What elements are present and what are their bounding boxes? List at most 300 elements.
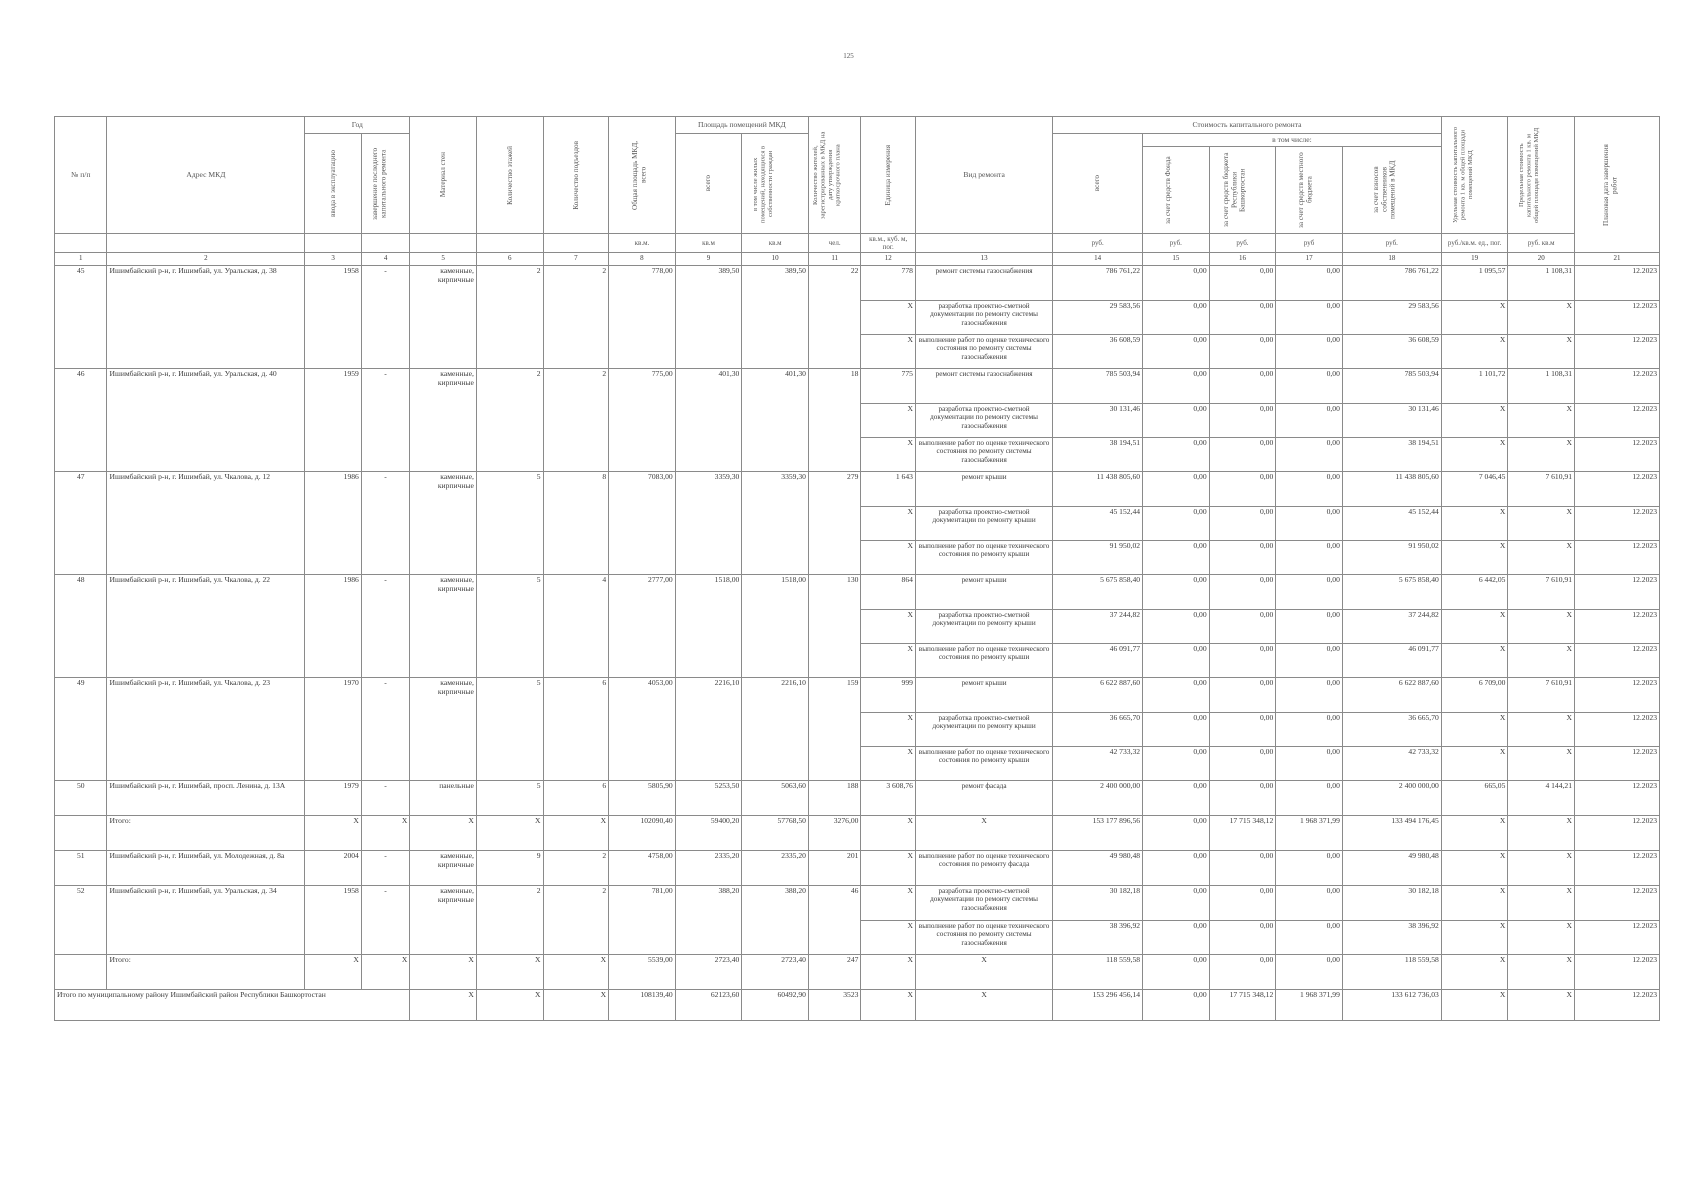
- residents-count: 18: [808, 369, 860, 472]
- column-number: 8: [609, 253, 676, 266]
- cost-local: 0,00: [1276, 472, 1343, 507]
- cost-total: 46 091,77: [1053, 644, 1143, 678]
- subtotal-cell: 1 968 371,99: [1276, 816, 1343, 851]
- work-type: ремонт системы газоснабжения: [915, 369, 1052, 404]
- work-quantity: 1 643: [861, 472, 916, 507]
- header-total-area: Общая площадь МКД, всего: [609, 117, 676, 234]
- column-number: 16: [1209, 253, 1276, 266]
- wall-material: каменные, кирпичные: [410, 886, 477, 955]
- cost-fund: 0,00: [1143, 369, 1210, 404]
- unit-cost: 7 046,45: [1441, 472, 1508, 507]
- cost-fund: 0,00: [1143, 541, 1210, 575]
- subtotal-cell: X: [1441, 955, 1508, 990]
- grand-total-cell: 0,00: [1143, 990, 1210, 1021]
- cost-total: 38 194,51: [1053, 438, 1143, 472]
- deadline: 12.2023: [1575, 921, 1660, 955]
- grand-total-cell: 12.2023: [1575, 990, 1660, 1021]
- cost-republic: 0,00: [1209, 335, 1276, 369]
- building-row: [55, 266, 1660, 301]
- max-cost: 1 108,31: [1508, 369, 1575, 404]
- cost-fund: 0,00: [1143, 747, 1210, 781]
- cost-local: 0,00: [1276, 301, 1343, 335]
- building-address: Ишимбайский р-н, г. Ишимбай, ул. Молодежная, д. 8а: [107, 851, 305, 886]
- max-cost: X: [1508, 921, 1575, 955]
- header-local: за счет средств местного бюджета: [1276, 147, 1343, 234]
- max-cost: X: [1508, 713, 1575, 747]
- work-quantity: X: [861, 438, 916, 472]
- entrances-count: 6: [543, 781, 609, 816]
- premises-area: 2335,20: [675, 851, 742, 886]
- building-number: 48: [55, 575, 107, 678]
- premises-area: 5253,50: [675, 781, 742, 816]
- cost-owners: 36 665,70: [1342, 713, 1441, 747]
- subtotal-cell: 2723,40: [742, 955, 809, 990]
- wall-material: каменные, кирпичные: [410, 472, 477, 575]
- cost-owners: 49 980,48: [1342, 851, 1441, 886]
- subtotal-cell: X: [410, 955, 477, 990]
- column-number: 21: [1575, 253, 1660, 266]
- max-cost: 1 108,31: [1508, 266, 1575, 301]
- floors-count: 5: [476, 472, 543, 575]
- building-address: Ишимбайский р-н, г. Ишимбай, ул. Чкалова, д. 22: [107, 575, 305, 678]
- unit-cost: X: [1441, 921, 1508, 955]
- cost-fund: 0,00: [1143, 678, 1210, 713]
- cost-owners: 785 503,94: [1342, 369, 1441, 404]
- subtotal-cell: 0,00: [1276, 955, 1343, 990]
- max-cost: X: [1508, 507, 1575, 541]
- subtotal-cell: X: [305, 955, 362, 990]
- header-floors: Количество этажей: [476, 117, 543, 234]
- unit-cost: X: [1441, 438, 1508, 472]
- header-year-commissioning: ввода в эксплуатацию: [305, 134, 362, 234]
- cost-local: 0,00: [1276, 886, 1343, 921]
- work-type: разработка проектно-сметной документации по ремонту системы газоснабжения: [915, 301, 1052, 335]
- deadline: 12.2023: [1575, 472, 1660, 507]
- work-type: выполнение работ по оценке технического состояния по ремонту крыши: [915, 747, 1052, 781]
- cost-fund: 0,00: [1143, 438, 1210, 472]
- header-cost-total: всего: [1053, 134, 1143, 234]
- building-number: 45: [55, 266, 107, 369]
- column-numbers-row: [55, 253, 1660, 266]
- work-type: ремонт фасада: [915, 781, 1052, 816]
- building-address: Ишимбайский р-н, г. Ишимбай, ул. Чкалова, д. 23: [107, 678, 305, 781]
- column-number: 12: [861, 253, 916, 266]
- subtotal-label: Итого:: [107, 816, 305, 851]
- year-last-repair: -: [361, 781, 409, 816]
- capital-repair-plan-table: [54, 116, 1660, 1021]
- cost-owners: 11 438 805,60: [1342, 472, 1441, 507]
- cost-owners: 36 608,59: [1342, 335, 1441, 369]
- unit-cost: X: [1441, 644, 1508, 678]
- unit-cost: X: [1441, 610, 1508, 644]
- subtotal-cell: 0,00: [1143, 816, 1210, 851]
- premises-area: 401,30: [675, 369, 742, 472]
- subtotal-cell: 0,00: [1209, 955, 1276, 990]
- subtotal-cell: X: [305, 816, 362, 851]
- header-max-cost: Предельная стоимость капитального ремонта 1 кв. м общей площади помещений МКД: [1508, 117, 1575, 234]
- subtotal-cell: 5539,00: [609, 955, 676, 990]
- work-quantity: X: [861, 921, 916, 955]
- cost-total: 36 665,70: [1053, 713, 1143, 747]
- entrances-count: 2: [543, 369, 609, 472]
- max-cost: X: [1508, 851, 1575, 886]
- premises-area: 389,50: [675, 266, 742, 369]
- subtotal-cell: X: [1508, 955, 1575, 990]
- cost-fund: 0,00: [1143, 713, 1210, 747]
- deadline: 12.2023: [1575, 541, 1660, 575]
- work-quantity: 999: [861, 678, 916, 713]
- total-area: 7083,00: [609, 472, 676, 575]
- grand-total-cell: 62123,60: [675, 990, 742, 1021]
- unit-cost: X: [1441, 404, 1508, 438]
- subtotal-cell: 118 559,58: [1053, 955, 1143, 990]
- building-address: Ишимбайский р-н, г. Ишимбай, ул. Чкалова, д. 12: [107, 472, 305, 575]
- building-row: [55, 851, 1660, 886]
- subtotal-cell: 2723,40: [675, 955, 742, 990]
- deadline: 12.2023: [1575, 438, 1660, 472]
- grand-total-cell: 1 968 371,99: [1276, 990, 1343, 1021]
- unit-cost: 6 709,00: [1441, 678, 1508, 713]
- subtotal-cell: 17 715 348,12: [1209, 816, 1276, 851]
- cost-local: 0,00: [1276, 404, 1343, 438]
- cost-total: 38 396,92: [1053, 921, 1143, 955]
- work-quantity: X: [861, 404, 916, 438]
- work-type: разработка проектно-сметной документации по ремонту крыши: [915, 610, 1052, 644]
- work-type: разработка проектно-сметной документации по ремонту крыши: [915, 507, 1052, 541]
- subtotal-cell: X: [1441, 816, 1508, 851]
- cost-republic: 0,00: [1209, 541, 1276, 575]
- cost-total: 36 608,59: [1053, 335, 1143, 369]
- page-number: 125: [843, 52, 854, 60]
- max-cost: 7 610,91: [1508, 678, 1575, 713]
- work-type: ремонт системы газоснабжения: [915, 266, 1052, 301]
- column-number: 2: [107, 253, 305, 266]
- max-cost: X: [1508, 404, 1575, 438]
- cost-owners: 42 733,32: [1342, 747, 1441, 781]
- building-number: 47: [55, 472, 107, 575]
- cost-owners: 30 182,18: [1342, 886, 1441, 921]
- deadline: 12.2023: [1575, 781, 1660, 816]
- max-cost: X: [1508, 610, 1575, 644]
- work-type: выполнение работ по оценке технического состояния по ремонту крыши: [915, 644, 1052, 678]
- cost-owners: 37 244,82: [1342, 610, 1441, 644]
- subtotal-cell: 59400,20: [675, 816, 742, 851]
- cost-local: 0,00: [1276, 610, 1343, 644]
- grand-total-cell: X: [1441, 990, 1508, 1021]
- subtotal-cell: X: [915, 816, 1052, 851]
- grand-total-cell: X: [861, 990, 916, 1021]
- cost-republic: 0,00: [1209, 747, 1276, 781]
- cost-local: 0,00: [1276, 575, 1343, 610]
- column-number: 1: [55, 253, 107, 266]
- grand-total-cell: 60492,90: [742, 990, 809, 1021]
- column-number: 6: [476, 253, 543, 266]
- cost-total: 49 980,48: [1053, 851, 1143, 886]
- year-last-repair: -: [361, 575, 409, 678]
- residents-count: 22: [808, 266, 860, 369]
- subtotal-cell: X: [361, 955, 409, 990]
- total-area: 4758,00: [609, 851, 676, 886]
- cost-owners: 2 400 000,00: [1342, 781, 1441, 816]
- work-type: выполнение работ по оценке технического состояния по ремонту системы газоснабжения: [915, 335, 1052, 369]
- header-premises-total: всего: [675, 134, 742, 234]
- cost-republic: 0,00: [1209, 644, 1276, 678]
- floors-count: 5: [476, 575, 543, 678]
- max-cost: X: [1508, 886, 1575, 921]
- entrances-count: 4: [543, 575, 609, 678]
- cost-owners: 30 131,46: [1342, 404, 1441, 438]
- cost-total: 5 675 858,40: [1053, 575, 1143, 610]
- header-fund: за счет средств Фонда: [1143, 147, 1210, 234]
- unit-cost: X: [1441, 713, 1508, 747]
- header-wall-material: Материал стен: [410, 117, 477, 234]
- header-deadline: Плановая дата завершения работ: [1575, 117, 1660, 253]
- unit-cell: руб.: [1209, 234, 1276, 253]
- max-cost: X: [1508, 335, 1575, 369]
- unit-cell: кв.м: [742, 234, 809, 253]
- subtotal-cell: X: [543, 955, 609, 990]
- header-num: № п/п: [55, 117, 107, 234]
- unit-cost: X: [1441, 851, 1508, 886]
- subtotal-cell: X: [861, 816, 916, 851]
- cost-total: 11 438 805,60: [1053, 472, 1143, 507]
- deadline: 12.2023: [1575, 335, 1660, 369]
- grand-total-cell: X: [1508, 990, 1575, 1021]
- cost-fund: 0,00: [1143, 575, 1210, 610]
- cost-republic: 0,00: [1209, 781, 1276, 816]
- grand-total-cell: X: [915, 990, 1052, 1021]
- floors-count: 5: [476, 678, 543, 781]
- column-number: 4: [361, 253, 409, 266]
- unit-cost: X: [1441, 335, 1508, 369]
- subtotal-cell: X: [915, 955, 1052, 990]
- owned-area: 5063,60: [742, 781, 809, 816]
- building-row: [55, 472, 1660, 507]
- column-number: 15: [1143, 253, 1210, 266]
- cost-total: 30 182,18: [1053, 886, 1143, 921]
- cost-fund: 0,00: [1143, 851, 1210, 886]
- subtotal-cell: 102090,40: [609, 816, 676, 851]
- wall-material: панельные: [410, 781, 477, 816]
- subtotal-cell: 12.2023: [1575, 816, 1660, 851]
- unit-cell: руб.: [1053, 234, 1143, 253]
- header-unit-cost: Удельная стоимость капитального ремонта 1 кв. м общей площади помещений МКД: [1441, 117, 1508, 234]
- deadline: 12.2023: [1575, 301, 1660, 335]
- cost-local: 0,00: [1276, 335, 1343, 369]
- cost-republic: 0,00: [1209, 266, 1276, 301]
- cost-republic: 0,00: [1209, 404, 1276, 438]
- subtotal-cell: X: [543, 816, 609, 851]
- cost-fund: 0,00: [1143, 921, 1210, 955]
- cost-total: 42 733,32: [1053, 747, 1143, 781]
- floors-count: 9: [476, 851, 543, 886]
- cost-total: 785 503,94: [1053, 369, 1143, 404]
- cost-owners: 29 583,56: [1342, 301, 1441, 335]
- cost-total: 37 244,82: [1053, 610, 1143, 644]
- work-quantity: X: [861, 886, 916, 921]
- floors-count: 5: [476, 781, 543, 816]
- owned-area: 2335,20: [742, 851, 809, 886]
- deadline: 12.2023: [1575, 747, 1660, 781]
- grand-total-cell: 153 296 456,14: [1053, 990, 1143, 1021]
- unit-cost: 6 442,05: [1441, 575, 1508, 610]
- cost-local: 0,00: [1276, 369, 1343, 404]
- building-number: 51: [55, 851, 107, 886]
- cost-republic: 0,00: [1209, 369, 1276, 404]
- year-commissioning: 1958: [305, 266, 362, 369]
- owned-area: 388,20: [742, 886, 809, 955]
- cost-fund: 0,00: [1143, 301, 1210, 335]
- work-quantity: X: [861, 507, 916, 541]
- unit-cost: X: [1441, 886, 1508, 921]
- work-quantity: X: [861, 335, 916, 369]
- cost-local: 0,00: [1276, 747, 1343, 781]
- entrances-count: 2: [543, 886, 609, 955]
- grand-total: [55, 990, 1660, 1021]
- building-row: [55, 575, 1660, 610]
- unit-cost: X: [1441, 301, 1508, 335]
- deadline: 12.2023: [1575, 610, 1660, 644]
- header-republic: за счет средств бюджета Республики Башкортостан: [1209, 147, 1276, 234]
- grand-total-cell: 17 715 348,12: [1209, 990, 1276, 1021]
- subtotal-cell: 12.2023: [1575, 955, 1660, 990]
- subtotal-1: [55, 816, 1660, 851]
- unit-cost: X: [1441, 747, 1508, 781]
- year-commissioning: 1986: [305, 575, 362, 678]
- cost-fund: 0,00: [1143, 266, 1210, 301]
- residents-count: 279: [808, 472, 860, 575]
- grand-total-cell: X: [410, 990, 477, 1021]
- cost-owners: 45 152,44: [1342, 507, 1441, 541]
- cost-fund: 0,00: [1143, 404, 1210, 438]
- cost-fund: 0,00: [1143, 472, 1210, 507]
- work-type: ремонт крыши: [915, 472, 1052, 507]
- subtotal-cell: 0,00: [1143, 955, 1210, 990]
- cost-fund: 0,00: [1143, 610, 1210, 644]
- max-cost: X: [1508, 301, 1575, 335]
- work-quantity: X: [861, 644, 916, 678]
- work-type: выполнение работ по оценке технического состояния по ремонту системы газоснабжения: [915, 438, 1052, 472]
- total-area: 2777,00: [609, 575, 676, 678]
- year-last-repair: -: [361, 369, 409, 472]
- header-premises-area-group: Площадь помещений МКД: [675, 117, 808, 134]
- subtotal-cell: 118 559,58: [1342, 955, 1441, 990]
- deadline: 12.2023: [1575, 369, 1660, 404]
- wall-material: каменные, кирпичные: [410, 369, 477, 472]
- building-address: Ишимбайский р-н, г. Ишимбай, ул. Уральская, д. 34: [107, 886, 305, 955]
- work-type: выполнение работ по оценке технического состояния по ремонту фасада: [915, 851, 1052, 886]
- deadline: 12.2023: [1575, 507, 1660, 541]
- header-work-type: Вид ремонта: [915, 117, 1052, 234]
- owned-area: 3359,30: [742, 472, 809, 575]
- building-number: 52: [55, 886, 107, 955]
- column-number: 11: [808, 253, 860, 266]
- max-cost: 7 610,91: [1508, 472, 1575, 507]
- cost-republic: 0,00: [1209, 301, 1276, 335]
- building-rows-group-2: [55, 851, 1660, 955]
- header-incl: в том числе:: [1143, 134, 1442, 147]
- total-area: 775,00: [609, 369, 676, 472]
- cost-local: 0,00: [1276, 507, 1343, 541]
- subtotal-row: [55, 955, 1660, 990]
- cost-owners: 5 675 858,40: [1342, 575, 1441, 610]
- work-quantity: X: [861, 851, 916, 886]
- floors-count: 2: [476, 266, 543, 369]
- owned-area: 401,30: [742, 369, 809, 472]
- grand-total-cell: 108139,40: [609, 990, 676, 1021]
- header-cost-group: Стоимость капитального ремонта: [1053, 117, 1442, 134]
- header-residents: Количество жителей, зарегистрированных в МКД на дату утверждения краткосрочного плана: [808, 117, 860, 234]
- subtotal-cell: 153 177 896,56: [1053, 816, 1143, 851]
- cost-local: 0,00: [1276, 541, 1343, 575]
- cost-local: 0,00: [1276, 921, 1343, 955]
- cost-local: 0,00: [1276, 266, 1343, 301]
- entrances-count: 8: [543, 472, 609, 575]
- cost-owners: 38 396,92: [1342, 921, 1441, 955]
- cost-republic: 0,00: [1209, 851, 1276, 886]
- subtotal-cell: X: [476, 816, 543, 851]
- residents-count: 130: [808, 575, 860, 678]
- total-area: 5805,90: [609, 781, 676, 816]
- work-type: выполнение работ по оценке технического состояния по ремонту крыши: [915, 541, 1052, 575]
- unit-cell: руб. кв.м: [1508, 234, 1575, 253]
- deadline: 12.2023: [1575, 266, 1660, 301]
- year-commissioning: 2004: [305, 851, 362, 886]
- total-area: 778,00: [609, 266, 676, 369]
- column-number: 5: [410, 253, 477, 266]
- floors-count: 2: [476, 369, 543, 472]
- grand-total-cell: X: [476, 990, 543, 1021]
- year-commissioning: 1959: [305, 369, 362, 472]
- entrances-count: 6: [543, 678, 609, 781]
- subtotal-row: [55, 816, 1660, 851]
- cost-total: 29 583,56: [1053, 301, 1143, 335]
- cost-owners: 38 194,51: [1342, 438, 1441, 472]
- building-row: [55, 678, 1660, 713]
- column-number: 7: [543, 253, 609, 266]
- premises-area: 3359,30: [675, 472, 742, 575]
- deadline: 12.2023: [1575, 886, 1660, 921]
- cost-fund: 0,00: [1143, 335, 1210, 369]
- subtotal-cell: 3276,00: [808, 816, 860, 851]
- entrances-count: 2: [543, 266, 609, 369]
- cost-total: 2 400 000,00: [1053, 781, 1143, 816]
- work-type: разработка проектно-сметной документации по ремонту системы газоснабжения: [915, 886, 1052, 921]
- header-entrances: Количество подъездов: [543, 117, 609, 234]
- residents-count: 46: [808, 886, 860, 955]
- cost-republic: 0,00: [1209, 921, 1276, 955]
- column-number: 20: [1508, 253, 1575, 266]
- header-year-group: Год: [305, 117, 410, 134]
- work-quantity: 864: [861, 575, 916, 610]
- total-area: 4053,00: [609, 678, 676, 781]
- max-cost: X: [1508, 438, 1575, 472]
- cost-fund: 0,00: [1143, 507, 1210, 541]
- header-year-last-repair: завершение последнего капитального ремонта: [361, 134, 409, 234]
- building-number: 49: [55, 678, 107, 781]
- cost-total: 786 761,22: [1053, 266, 1143, 301]
- residents-count: 188: [808, 781, 860, 816]
- cost-republic: 0,00: [1209, 610, 1276, 644]
- building-address: Ишимбайский р-н, г. Ишимбай, просп. Ленина, д. 13А: [107, 781, 305, 816]
- column-number: 17: [1276, 253, 1343, 266]
- cost-total: 30 131,46: [1053, 404, 1143, 438]
- wall-material: каменные, кирпичные: [410, 851, 477, 886]
- grand-total-row: [55, 990, 1660, 1021]
- header-premises-owned: в том числе жилых помещений, находящихся в собственности граждан: [742, 134, 809, 234]
- deadline: 12.2023: [1575, 713, 1660, 747]
- max-cost: X: [1508, 747, 1575, 781]
